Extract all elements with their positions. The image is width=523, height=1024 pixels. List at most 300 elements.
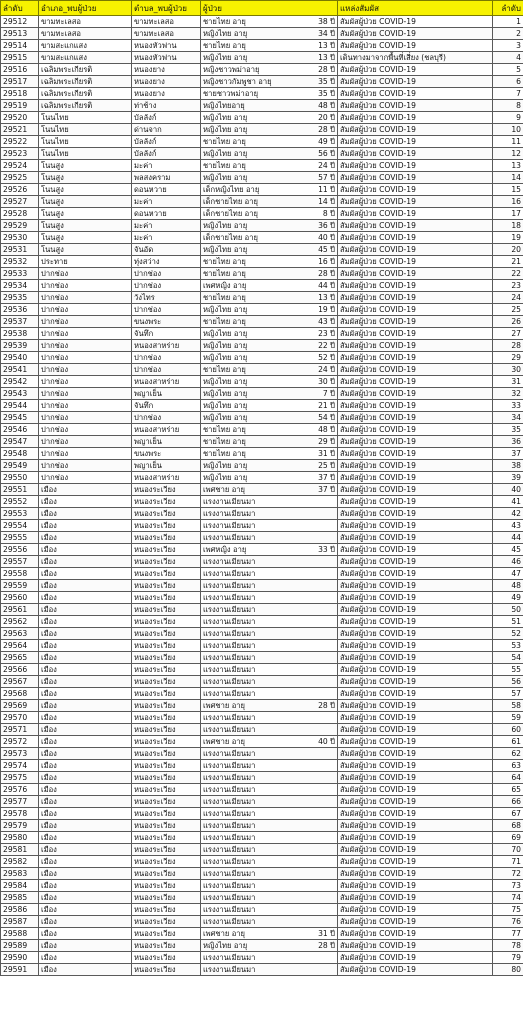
cell-patient-text: แรงงานเมียนมา (203, 881, 256, 890)
cell-district-text: เมือง (41, 953, 57, 962)
cell-patient-text: ชายไทย อายุ (203, 449, 246, 458)
cell-case-id (1, 772, 39, 784)
cell-source-text: สัมผัสผู้ป่วย COVID-19 (340, 677, 416, 686)
cell-source-text: สัมผัสผู้ป่วย COVID-19 (340, 713, 416, 722)
cell-district-text: เมือง (41, 665, 57, 674)
cell-district (39, 712, 132, 724)
cell-source (338, 964, 493, 976)
cell-district-text: ขามทะเลสอ (41, 17, 81, 26)
cell-patient-text: แรงงานเมียนมา (203, 809, 256, 818)
cell-case-id-text: 29513 (3, 29, 28, 38)
cell-number (493, 208, 523, 220)
cell-case-id (1, 424, 39, 436)
table-row (1, 28, 523, 40)
cell-source-text: สัมผัสผู้ป่วย COVID-19 (340, 557, 416, 566)
cell-case-id (1, 472, 39, 484)
cell-source (338, 760, 493, 772)
cell-number-text: 47 (511, 569, 521, 578)
cell-patient-text: หญิงไทย อายุ (203, 53, 248, 62)
cell-number (493, 724, 523, 736)
cell-subdistrict-text: หนองระเวียง (134, 737, 176, 746)
cell-source-text: สัมผัสผู้ป่วย COVID-19 (340, 197, 416, 206)
cell-source-text: สัมผัสผู้ป่วย COVID-19 (340, 173, 416, 182)
cell-case-id (1, 304, 39, 316)
cell-number (493, 496, 523, 508)
cell-source (338, 952, 493, 964)
cell-number-text: 1 (516, 17, 521, 26)
cell-number-text: 46 (511, 557, 521, 566)
cell-district (39, 124, 132, 136)
cell-subdistrict-text: หนองระเวียง (134, 845, 176, 854)
cell-district-text: ปากช่อง (41, 401, 69, 410)
cell-case-id-text: 29552 (3, 497, 28, 506)
cell-source (338, 700, 493, 712)
cell-case-id (1, 964, 39, 976)
cell-subdistrict (132, 748, 201, 760)
cell-number (493, 832, 523, 844)
cell-source (338, 184, 493, 196)
cell-subdistrict (132, 376, 201, 388)
cell-number (493, 628, 523, 640)
cell-age-text: 48 ปี (318, 425, 335, 434)
cell-district-text: เมือง (41, 593, 57, 602)
cell-district (39, 940, 132, 952)
table-row (1, 484, 523, 496)
cell-number-text: 10 (511, 125, 521, 134)
table-row (1, 400, 523, 412)
cell-source-text: สัมผัสผู้ป่วย COVID-19 (340, 353, 416, 362)
cell-case-id (1, 928, 39, 940)
cell-subdistrict-text: หนองระเวียง (134, 821, 176, 830)
cell-patient-text: หญิงไทย อายุ (203, 125, 248, 134)
cell-case-id (1, 256, 39, 268)
cell-patient-text: แรงงานเมียนมา (203, 653, 256, 662)
table-row (1, 268, 523, 280)
cell-number-text: 56 (511, 677, 521, 686)
cell-source (338, 604, 493, 616)
cell-district-text: เมือง (41, 569, 57, 578)
cell-patient-text: เพศชาย อายุ (203, 485, 245, 494)
table-row (1, 952, 523, 964)
cell-number-text: 43 (511, 521, 521, 530)
cell-number-text: 25 (511, 305, 521, 314)
cell-district-text: เมือง (41, 773, 57, 782)
cell-district-text: โนนสูง (41, 209, 64, 218)
cell-subdistrict-text: หนองระเวียง (134, 869, 176, 878)
cell-subdistrict-text: ทุ่งสว่าง (134, 257, 160, 266)
cell-subdistrict (132, 160, 201, 172)
cell-patient-text: แรงงานเมียนมา (203, 833, 256, 842)
cell-source (338, 592, 493, 604)
cell-patient-text: หญิงไทย อายุ (203, 353, 248, 362)
cell-number-text: 77 (511, 929, 521, 938)
cell-case-id (1, 556, 39, 568)
cell-number (493, 760, 523, 772)
cell-subdistrict (132, 520, 201, 532)
cell-district (39, 220, 132, 232)
cell-source-text: สัมผัสผู้ป่วย COVID-19 (340, 521, 416, 530)
cell-subdistrict-text: หนองระเวียง (134, 857, 176, 866)
cell-patient (201, 268, 338, 280)
cell-patient-text: หญิงไทย อายุ (203, 305, 248, 314)
cell-patient-text: แรงงานเมียนมา (203, 641, 256, 650)
cell-patient (201, 688, 338, 700)
table-row (1, 616, 523, 628)
cell-case-id-text: 29577 (3, 797, 28, 806)
cell-age-text: 21 ปี (318, 401, 335, 410)
cell-patient (201, 916, 338, 928)
cell-patient (201, 784, 338, 796)
cell-subdistrict (132, 700, 201, 712)
cell-source-text: สัมผัสผู้ป่วย COVID-19 (340, 137, 416, 146)
header-subdistrict: ตำบล_พบผู้ป่วย (132, 1, 201, 16)
cell-patient (201, 568, 338, 580)
cell-case-id (1, 796, 39, 808)
cell-source (338, 436, 493, 448)
cell-case-id-text: 29587 (3, 917, 28, 926)
cell-subdistrict (132, 880, 201, 892)
table-row (1, 712, 523, 724)
cell-subdistrict (132, 964, 201, 976)
cell-source (338, 160, 493, 172)
cell-number-text: 69 (511, 833, 521, 842)
cell-patient (201, 148, 338, 160)
cell-subdistrict (132, 304, 201, 316)
cell-patient (201, 940, 338, 952)
cell-case-id-text: 29539 (3, 341, 28, 350)
cell-patient-text: แรงงานเมียนมา (203, 869, 256, 878)
cell-number (493, 520, 523, 532)
cell-patient-text: แรงงานเมียนมา (203, 857, 256, 866)
cell-district (39, 436, 132, 448)
cell-case-id-text: 29559 (3, 581, 28, 590)
cell-number-text: 52 (511, 629, 521, 638)
cell-district-text: เมือง (41, 689, 57, 698)
cell-source-text: สัมผัสผู้ป่วย COVID-19 (340, 497, 416, 506)
cell-source-text: สัมผัสผู้ป่วย COVID-19 (340, 41, 416, 50)
cell-source (338, 208, 493, 220)
cell-number (493, 772, 523, 784)
cell-source (338, 496, 493, 508)
cell-district (39, 568, 132, 580)
cell-number-text: 50 (511, 605, 521, 614)
cell-case-id-text: 29533 (3, 269, 28, 278)
cell-case-id-text: 29518 (3, 89, 28, 98)
cell-number (493, 352, 523, 364)
cell-source (338, 664, 493, 676)
cell-number-text: 38 (511, 461, 521, 470)
cell-case-id-text: 29519 (3, 101, 28, 110)
cell-district (39, 688, 132, 700)
cell-patient-text: แรงงานเมียนมา (203, 785, 256, 794)
cell-subdistrict-text: ปากช่อง (134, 365, 162, 374)
cell-district-text: โนนไทย (41, 137, 69, 146)
cell-patient (201, 352, 338, 364)
cell-patient (201, 256, 338, 268)
cell-subdistrict (132, 664, 201, 676)
cell-source (338, 412, 493, 424)
cell-subdistrict-text: ปากช่อง (134, 353, 162, 362)
cell-case-id (1, 64, 39, 76)
cell-number-text: 35 (511, 425, 521, 434)
cell-subdistrict (132, 736, 201, 748)
cell-case-id (1, 784, 39, 796)
cell-source (338, 28, 493, 40)
cell-patient (201, 508, 338, 520)
cell-subdistrict-text: จันทึก (134, 401, 154, 410)
cell-age-text: 38 ปี (318, 17, 335, 26)
cell-source-text: สัมผัสผู้ป่วย COVID-19 (340, 329, 416, 338)
cell-patient (201, 172, 338, 184)
cell-case-id-text: 29584 (3, 881, 28, 890)
cell-district (39, 280, 132, 292)
cell-source (338, 316, 493, 328)
cell-patient-text: แรงงานเมียนมา (203, 821, 256, 830)
cell-number-text: 57 (511, 689, 521, 698)
cell-district-text: เมือง (41, 737, 57, 746)
cell-district (39, 424, 132, 436)
cell-case-id (1, 484, 39, 496)
cell-subdistrict (132, 508, 201, 520)
cell-case-id (1, 40, 39, 52)
cell-case-id (1, 604, 39, 616)
cell-source-text: สัมผัสผู้ป่วย COVID-19 (340, 929, 416, 938)
cell-district (39, 376, 132, 388)
cell-district-text: ขามสะแกแสง (41, 41, 87, 50)
cell-subdistrict-text: ขามทะเลสอ (134, 29, 174, 38)
cell-district-text: ปากช่อง (41, 365, 69, 374)
cell-patient (201, 964, 338, 976)
cell-case-id (1, 292, 39, 304)
cell-patient-text: แรงงานเมียนมา (203, 905, 256, 914)
cell-subdistrict (132, 52, 201, 64)
cell-subdistrict-text: หนองหัวฟาน (134, 41, 177, 50)
cell-subdistrict (132, 388, 201, 400)
cell-patient-text: หญิงชาวกัมพูชา อายุ (203, 77, 272, 86)
cell-source-text: สัมผัสผู้ป่วย COVID-19 (340, 425, 416, 434)
table-row (1, 472, 523, 484)
cell-source-text: สัมผัสผู้ป่วย COVID-19 (340, 569, 416, 578)
cell-patient (201, 424, 338, 436)
cell-case-id (1, 268, 39, 280)
cell-source (338, 460, 493, 472)
cell-source (338, 340, 493, 352)
table-row (1, 136, 523, 148)
cell-source-text: สัมผัสผู้ป่วย COVID-19 (340, 749, 416, 758)
cell-subdistrict (132, 124, 201, 136)
cell-patient (201, 496, 338, 508)
cell-patient (201, 304, 338, 316)
cell-number-text: 71 (511, 857, 521, 866)
cell-age-text: 33 ปี (318, 545, 335, 554)
cell-patient (201, 868, 338, 880)
cell-number (493, 184, 523, 196)
cell-number-text: 4 (516, 53, 521, 62)
table-row (1, 436, 523, 448)
cell-number (493, 148, 523, 160)
table-row (1, 508, 523, 520)
cell-patient-text: แรงงานเมียนมา (203, 581, 256, 590)
cell-patient (201, 736, 338, 748)
cell-case-id-text: 29540 (3, 353, 28, 362)
cell-number-text: 19 (511, 233, 521, 242)
cell-subdistrict (132, 592, 201, 604)
cell-patient-text: หญิงไทยอายุ (203, 101, 245, 110)
cell-patient (201, 628, 338, 640)
cell-number (493, 592, 523, 604)
cell-source-text: สัมผัสผู้ป่วย COVID-19 (340, 317, 416, 326)
cell-source (338, 892, 493, 904)
cell-patient (201, 124, 338, 136)
cell-number-text: 29 (511, 353, 521, 362)
cell-subdistrict (132, 772, 201, 784)
cell-source (338, 652, 493, 664)
table-row (1, 964, 523, 976)
cell-district-text: เมือง (41, 605, 57, 614)
cell-subdistrict-text: ท่าช้าง (134, 101, 157, 110)
cell-case-id (1, 376, 39, 388)
cell-case-id (1, 220, 39, 232)
cell-number-text: 75 (511, 905, 521, 914)
cell-patient (201, 928, 338, 940)
cell-district (39, 856, 132, 868)
cell-patient (201, 400, 338, 412)
cell-case-id-text: 29579 (3, 821, 28, 830)
table-row (1, 832, 523, 844)
cell-source-text: สัมผัสผู้ป่วย COVID-19 (340, 101, 416, 110)
cell-number (493, 244, 523, 256)
cell-case-id (1, 448, 39, 460)
cell-number-text: 60 (511, 725, 521, 734)
cell-patient-text: แรงงานเมียนมา (203, 917, 256, 926)
cell-case-id-text: 29576 (3, 785, 28, 794)
cell-subdistrict (132, 856, 201, 868)
cell-age-text: 40 ปี (318, 233, 335, 242)
cell-age-text: 52 ปี (318, 353, 335, 362)
cell-patient (201, 64, 338, 76)
cell-number (493, 328, 523, 340)
cell-case-id-text: 29551 (3, 485, 28, 494)
cell-source (338, 832, 493, 844)
cell-district (39, 520, 132, 532)
cell-patient (201, 712, 338, 724)
cell-number-text: 61 (511, 737, 521, 746)
cell-age-text: 35 ปี (318, 77, 335, 86)
cell-number-text: 16 (511, 197, 521, 206)
cell-source-text: สัมผัสผู้ป่วย COVID-19 (340, 365, 416, 374)
cell-case-id (1, 100, 39, 112)
table-row (1, 280, 523, 292)
cell-source (338, 232, 493, 244)
cell-source-text: สัมผัสผู้ป่วย COVID-19 (340, 65, 416, 74)
cell-subdistrict-text: มะค่า (134, 161, 153, 170)
cell-number-text: 65 (511, 785, 521, 794)
cell-district-text: เมือง (41, 797, 57, 806)
cell-number-text: 78 (511, 941, 521, 950)
cell-case-id-text: 29528 (3, 209, 28, 218)
cell-patient-text: แรงงานเมียนมา (203, 617, 256, 626)
cell-patient (201, 316, 338, 328)
cell-number (493, 688, 523, 700)
cell-case-id-text: 29537 (3, 317, 28, 326)
table-row (1, 880, 523, 892)
cell-subdistrict (132, 712, 201, 724)
cell-number-text: 15 (511, 185, 521, 194)
cell-age-text: 48 ปี (318, 101, 335, 110)
cell-subdistrict-text: หนองระเวียง (134, 893, 176, 902)
cell-district (39, 700, 132, 712)
cell-source (338, 364, 493, 376)
table-row (1, 172, 523, 184)
cell-source (338, 124, 493, 136)
header-patient: ผู้ป่วย (201, 1, 338, 16)
cell-source (338, 400, 493, 412)
cell-subdistrict-text: ดอนหวาย (134, 209, 167, 218)
cell-case-id-text: 29532 (3, 257, 28, 266)
cell-subdistrict-text: หนองระเวียง (134, 497, 176, 506)
cell-number (493, 400, 523, 412)
cell-source-text: สัมผัสผู้ป่วย COVID-19 (340, 125, 416, 134)
cell-source-text: สัมผัสผู้ป่วย COVID-19 (340, 113, 416, 122)
cell-district-text: โนนสูง (41, 197, 64, 206)
cell-subdistrict-text: บัลลังก์ (134, 137, 157, 146)
cell-subdistrict (132, 340, 201, 352)
cell-patient-text: หญิงไทย อายุ (203, 341, 248, 350)
cell-subdistrict-text: หนองยาง (134, 65, 165, 74)
cell-district (39, 112, 132, 124)
cell-case-id (1, 700, 39, 712)
cell-subdistrict (132, 28, 201, 40)
cell-district-text: เมือง (41, 677, 57, 686)
table-row (1, 40, 523, 52)
cell-patient-text: ชายไทย อายุ (203, 269, 246, 278)
cell-patient-text: หญิงไทย อายุ (203, 113, 248, 122)
cell-district (39, 916, 132, 928)
cell-number-text: 34 (511, 413, 521, 422)
cell-patient-text: ชายไทย อายุ (203, 437, 246, 446)
cell-district-text: โนนไทย (41, 149, 69, 158)
cell-subdistrict (132, 268, 201, 280)
cell-patient-text: หญิงไทย อายุ (203, 173, 248, 182)
cell-subdistrict (132, 40, 201, 52)
table-row (1, 772, 523, 784)
cell-number (493, 556, 523, 568)
table-row (1, 304, 523, 316)
cell-case-id-text: 29535 (3, 293, 28, 302)
cell-age-text: 28 ปี (318, 701, 335, 710)
cell-subdistrict-text: ขนงพระ (134, 317, 162, 326)
table-row (1, 220, 523, 232)
cell-patient-text: หญิงไทย อายุ (203, 413, 248, 422)
cell-subdistrict-text: หนองระเวียง (134, 833, 176, 842)
cell-subdistrict-text: หนองสาหร่าย (134, 473, 180, 482)
cell-case-id-text: 29580 (3, 833, 28, 842)
cell-patient (201, 328, 338, 340)
cell-case-id (1, 76, 39, 88)
cell-subdistrict (132, 868, 201, 880)
cell-number-text: 80 (511, 965, 521, 974)
cell-number-text: 11 (511, 137, 521, 146)
cell-age-text: 28 ปี (318, 65, 335, 74)
table-row (1, 796, 523, 808)
cell-case-id-text: 29555 (3, 533, 28, 542)
cell-source-text: สัมผัสผู้ป่วย COVID-19 (340, 845, 416, 854)
cell-case-id-text: 29581 (3, 845, 28, 854)
cell-district-text: ปากช่อง (41, 437, 69, 446)
cell-source-text: สัมผัสผู้ป่วย COVID-19 (340, 965, 416, 974)
cell-district-text: ประทาย (41, 257, 68, 266)
table-row (1, 520, 523, 532)
